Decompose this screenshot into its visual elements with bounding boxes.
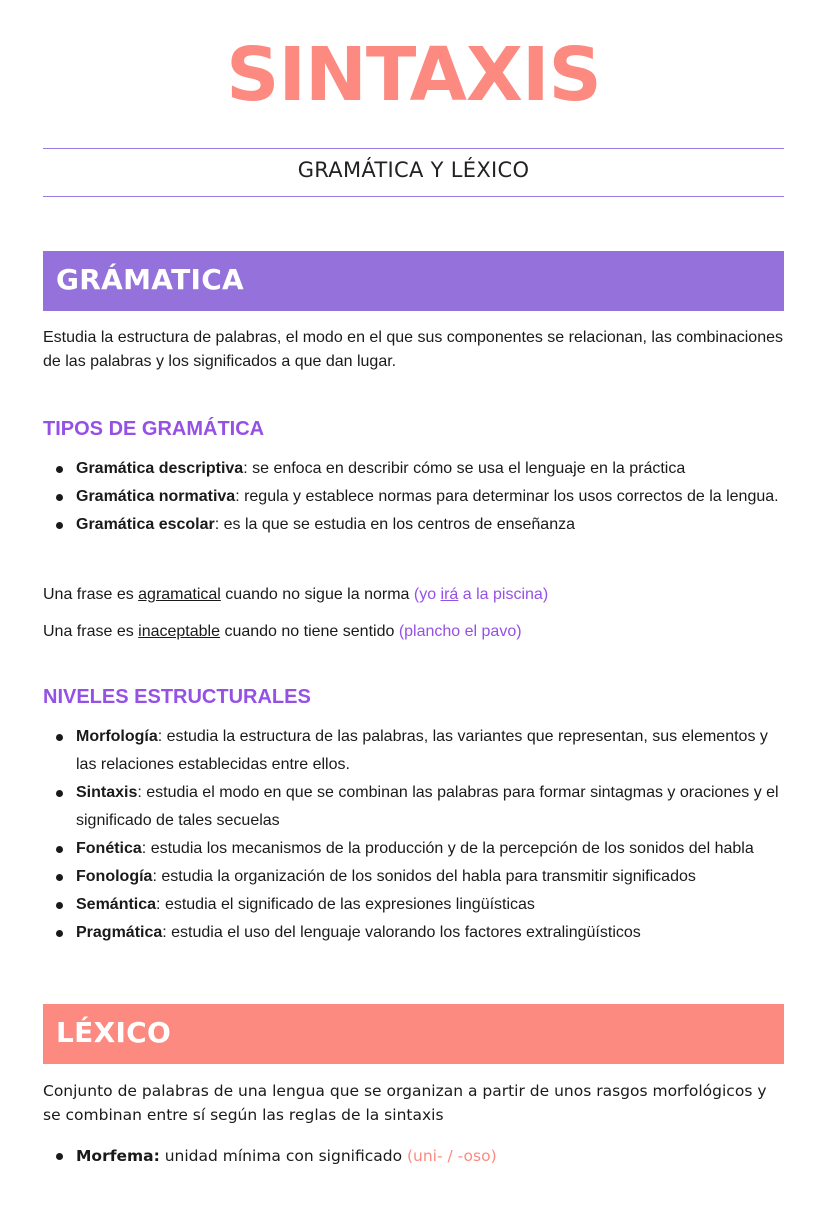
niveles-list: [43, 723, 784, 947]
list-item-term: Morfología: [76, 728, 158, 745]
lexico-list-clipped: [43, 1148, 784, 1165]
list-item: [43, 919, 784, 947]
list-item-desc: : estudia el modo en que se combinan las palabras para formar sintagmas y oraciones y el significado de tales secuelas: [76, 784, 779, 829]
section-heading-lexico: LÉXICO: [43, 1004, 784, 1064]
frase-inaceptable: Una frase es inaceptable cuando no tiene sentido (plancho el pavo): [43, 623, 522, 640]
bottom-divider: [43, 196, 784, 197]
lexico-list: [43, 1148, 784, 1165]
list-item: [43, 455, 784, 483]
section-heading-gramatica: GRÁMATICA: [43, 251, 784, 311]
list-item-desc: unidad mínima con significado: [159, 1148, 407, 1165]
list-item-desc: : estudia la estructura de las palabras, las variantes que representan, sus elementos y las relaciones establecidas entre ellos.: [76, 728, 768, 773]
list-item-desc: : se enfoca en describir cómo se usa el lenguaje en la práctica: [243, 460, 686, 477]
list-item-term: Sintaxis: [76, 784, 138, 801]
lexico-intro: Conjunto de palabras de una lengua que se organizan a partir de unos rasgos morfológicos y se combinan entre sí según las reglas de la sintaxis: [43, 1082, 767, 1124]
list-item-desc: : estudia los mecanismos de la producción y de la percepción de los sonidos del habla: [141, 840, 754, 857]
list-item: [43, 723, 784, 779]
list-item: [43, 779, 784, 835]
list-item-term: Semántica: [76, 896, 157, 913]
list-item-desc: : estudia el uso del lenguaje valorando los factores extralingüísticos: [162, 924, 641, 941]
frase-agramatical: Una frase es agramatical cuando no sigue la norma (yo irá a la piscina): [43, 586, 549, 603]
list-item-term: Morfema:: [76, 1148, 160, 1165]
underlined-term: inaceptable: [138, 623, 220, 640]
list-item-desc: : estudia la organización de los sonidos del habla para transmitir significados: [152, 868, 696, 885]
tipos-heading: TIPOS DE GRAMÁTICA: [43, 418, 265, 440]
example-text: (yo irá a la piscina): [413, 586, 549, 603]
tipos-list: [43, 455, 784, 539]
list-item: [43, 483, 784, 511]
list-item-desc: : es la que se estudia en los centros de enseñanza: [214, 516, 575, 533]
underlined-term: agramatical: [138, 586, 221, 603]
list-item-term: Pragmática: [76, 924, 163, 941]
list-item-term: Gramática descriptiva: [76, 460, 244, 477]
gramatica-intro: Estudia la estructura de palabras, el modo en el que sus componentes se relacionan, las combinaciones de las palabras y los significados a que dan lugar.: [43, 329, 783, 370]
list-item: [43, 863, 784, 891]
list-item-term: Fonología: [76, 868, 153, 885]
list-item: [43, 835, 784, 863]
example-text: (uni- / -oso): [406, 1148, 497, 1165]
page-title: SINTAXIS: [226, 32, 601, 118]
list-item: [43, 1148, 784, 1165]
niveles-heading: NIVELES ESTRUCTURALES: [43, 686, 311, 708]
example-text: (plancho el pavo): [398, 623, 522, 640]
top-divider: [43, 148, 784, 149]
list-item-term: Fonética: [76, 840, 142, 857]
list-item-desc: : regula y establece normas para determinar los usos correctos de la lengua.: [235, 488, 779, 505]
page-subtitle: GRAMÁTICA Y LÉXICO: [297, 158, 530, 182]
list-item: [43, 891, 784, 919]
list-item: [43, 511, 784, 539]
list-item-desc: : estudia el significado de las expresiones lingüísticas: [156, 896, 535, 913]
list-item-term: Gramática normativa: [76, 488, 236, 505]
list-item-term: Gramática escolar: [76, 516, 215, 533]
